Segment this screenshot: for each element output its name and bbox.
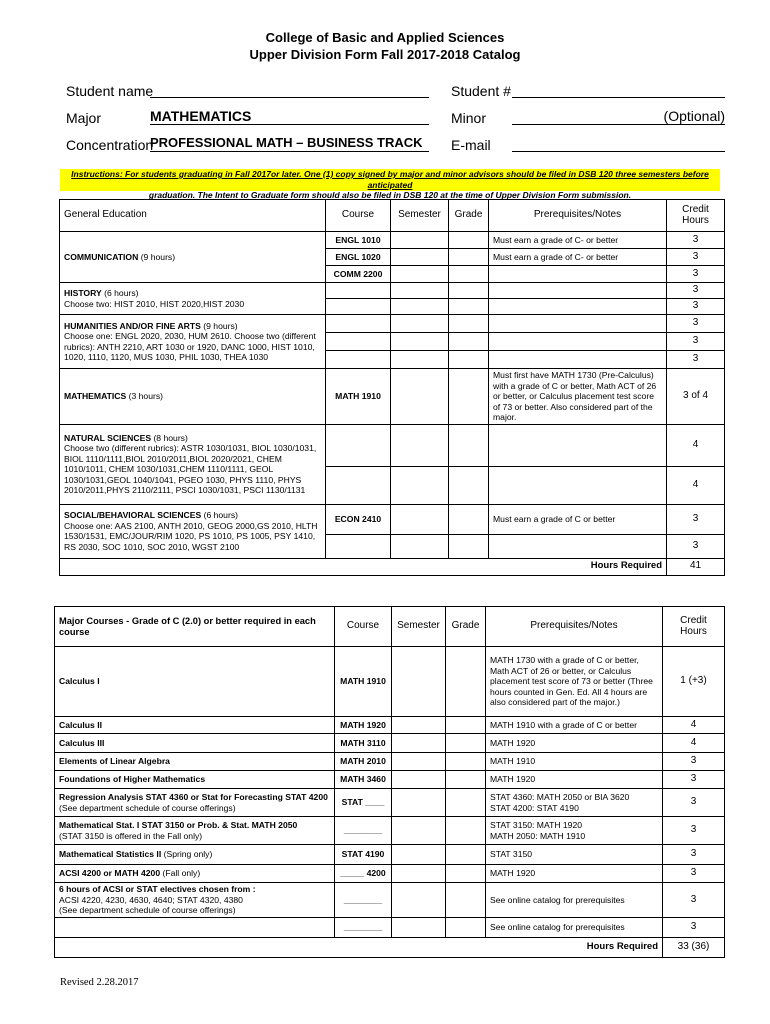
semester-cell[interactable]: [391, 466, 449, 504]
semester-cell[interactable]: [392, 917, 446, 937]
grade-cell[interactable]: [446, 865, 486, 883]
semester-header: Semester: [392, 607, 446, 647]
natural-hours: (8 hours): [151, 432, 188, 443]
major-row: [55, 771, 725, 789]
email-field[interactable]: [512, 135, 725, 152]
major-row: [55, 789, 725, 817]
course-cell: MATH 1910: [326, 369, 391, 425]
history-desc: Choose two: HIST 2010, HIST 2020,HIST 2030: [64, 298, 245, 309]
course-cell[interactable]: [326, 466, 391, 504]
hours-required-value: 41: [667, 558, 725, 575]
credit-cell: 3: [667, 266, 725, 283]
prereq-cell: Must earn a grade of C or better: [489, 504, 667, 534]
grade-cell[interactable]: [449, 266, 489, 283]
course-cell: MATH 2010: [335, 753, 392, 771]
grade-cell[interactable]: [449, 466, 489, 504]
history-cell: [60, 283, 326, 315]
history-title: HISTORY: [64, 288, 102, 298]
course-cell[interactable]: [326, 351, 391, 369]
major-row: [55, 717, 725, 734]
semester-cell[interactable]: [392, 753, 446, 771]
grade-cell[interactable]: [449, 249, 489, 266]
grade-cell[interactable]: [449, 424, 489, 466]
prereq-cell: STAT 3150: [486, 845, 663, 865]
semester-cell[interactable]: [392, 865, 446, 883]
course-name: Mathematical Statistics II: [59, 849, 162, 860]
course-name: Calculus I: [59, 676, 100, 687]
semester-cell[interactable]: [391, 504, 449, 534]
course-cell[interactable]: [326, 534, 391, 558]
course-header: Course: [326, 200, 391, 232]
communication-title: COMMUNICATION: [64, 251, 139, 262]
credit-cell: 3: [663, 753, 725, 771]
concentration-label: Concentration: [66, 137, 154, 153]
minor-field[interactable]: (Optional): [512, 108, 725, 125]
gen-ed-table: [59, 199, 725, 576]
course-name: 6 hours of ACSI or STAT electives chosen from :: [59, 884, 256, 894]
course-name-cell: [55, 845, 335, 865]
credit-cell: 3 of 4: [667, 369, 725, 425]
humanities-title: HUMANITIES AND/OR FINE ARTS: [64, 320, 201, 331]
prereq-cell: MATH 1920: [486, 771, 663, 789]
prereq-cell: MATH 1910: [486, 753, 663, 771]
prereq-cell: MATH 1910 with a grade of C or better: [486, 717, 663, 734]
grade-cell[interactable]: [446, 817, 486, 845]
credit-header: Credit Hours: [663, 607, 725, 647]
semester-cell[interactable]: [392, 845, 446, 865]
major-label: Major: [66, 110, 102, 126]
instructions-line1: Instructions: For students graduating in Fall 2017or later. One (1) copy signed by major and minor advisors should be filed in DSB 120 three semesters before anticipated: [71, 169, 709, 190]
credit-cell: 3: [663, 883, 725, 918]
credit-cell: 3: [667, 351, 725, 369]
course-cell[interactable]: [326, 299, 391, 315]
revision-date: Revised 2.28.2017: [60, 977, 139, 988]
course-cell: ________: [335, 883, 392, 918]
prereq-cell: MATH 1730 with a grade of C or better, Math ACT of 26 or better, or Calculus placement test score of 73 or better (Three hours counted in Gen. Ed. All 4 hours are also considered part of the major.): [486, 647, 663, 717]
social-sciences-cell: [60, 504, 326, 558]
grade-cell[interactable]: [449, 534, 489, 558]
major-field[interactable]: MATHEMATICS: [150, 108, 429, 125]
course-name-cell: [55, 865, 335, 883]
credit-cell: 3: [667, 315, 725, 333]
grade-cell[interactable]: [446, 883, 486, 918]
credit-cell: 3: [667, 232, 725, 249]
form-title: College of Basic and Applied Sciences: [265, 30, 505, 45]
semester-cell[interactable]: [391, 369, 449, 425]
prereq-cell: [489, 299, 667, 315]
social-desc: Choose one: AAS 2100, ANTH 2010, GEOG 2000,GS 2010, HLTH 1530/1531, EMC/JOUR/RIM 1020, PS 1010, PS 1005, PSY 1410, RS 2030, SOC 1010, SOC 2010, WGST 2100: [64, 520, 318, 552]
course-name-cell: [55, 771, 335, 789]
major-hours-required-value: 33 (36): [663, 937, 725, 957]
prereq-cell: [489, 283, 667, 299]
course-cell[interactable]: [326, 424, 391, 466]
semester-cell[interactable]: [391, 283, 449, 299]
prereq-cell: [489, 351, 667, 369]
humanities-hours: (9 hours): [200, 320, 238, 331]
course-cell: ENGL 1010: [326, 232, 391, 249]
major-row: [55, 647, 725, 717]
prereq-cell: [489, 466, 667, 504]
grade-cell[interactable]: [446, 734, 486, 753]
course-name-cell: [55, 883, 335, 918]
major-row: [55, 865, 725, 883]
student-number-label: Student #: [451, 83, 511, 99]
credit-cell: 3: [663, 817, 725, 845]
credit-cell: 3: [663, 771, 725, 789]
major-row: [55, 817, 725, 845]
course-name-cell: [55, 753, 335, 771]
credit-cell: 3: [667, 504, 725, 534]
course-cell[interactable]: [326, 333, 391, 351]
semester-cell[interactable]: [392, 817, 446, 845]
course-cell: ________: [335, 917, 392, 937]
credit-cell: 4: [667, 466, 725, 504]
social-title: SOCIAL/BEHAVIORAL SCIENCES: [64, 510, 202, 520]
major-row: [55, 883, 725, 918]
course-cell: STAT ____: [335, 789, 392, 817]
semester-cell[interactable]: [391, 299, 449, 315]
prereq-cell: [489, 266, 667, 283]
course-note: (Spring only): [161, 849, 213, 860]
prereq-cell: [489, 534, 667, 558]
instructions-line2: graduation. The Intent to Graduate form should also be filed in DSB 120 at the time of Upper Division Form submission.: [148, 190, 632, 200]
semester-cell[interactable]: [392, 647, 446, 717]
major-header: Major Courses - Grade of C (2.0) or better required in each course: [55, 607, 335, 647]
grade-cell[interactable]: [446, 789, 486, 817]
course-cell: ________: [335, 817, 392, 845]
semester-cell[interactable]: [391, 315, 449, 333]
form-subtitle: Upper Division Form Fall 2017-2018 Catalog: [249, 47, 521, 62]
grade-cell[interactable]: [446, 647, 486, 717]
grade-cell[interactable]: [446, 717, 486, 734]
prereq-cell: STAT 3150: MATH 1920 MATH 2050: MATH 1910: [486, 817, 663, 845]
prereq-cell: [489, 315, 667, 333]
grade-cell[interactable]: [449, 351, 489, 369]
student-number-field[interactable]: [512, 81, 725, 98]
semester-cell[interactable]: [391, 249, 449, 266]
prereq-cell: See online catalog for prerequisites: [486, 917, 663, 937]
major-hours-required-label: Hours Required: [55, 937, 663, 957]
course-cell: _____ 4200: [335, 865, 392, 883]
course-name-cell: [55, 647, 335, 717]
course-name: Elements of Linear Algebra: [59, 756, 170, 767]
grade-cell[interactable]: [449, 283, 489, 299]
course-name: Mathematical Stat. I STAT 3150 or Prob. & Stat. MATH 2050: [59, 820, 298, 830]
grade-cell[interactable]: [446, 845, 486, 865]
course-cell: MATH 1920: [335, 717, 392, 734]
credit-cell: 3: [663, 789, 725, 817]
semester-cell[interactable]: [391, 266, 449, 283]
history-hours: (6 hours): [101, 288, 139, 298]
concentration-field[interactable]: PROFESSIONAL MATH – BUSINESS TRACK: [150, 135, 429, 152]
credit-header: Credit Hours: [667, 200, 725, 232]
semester-cell[interactable]: [391, 333, 449, 351]
course-cell: MATH 3110: [335, 734, 392, 753]
semester-cell[interactable]: [392, 771, 446, 789]
semester-cell[interactable]: [391, 424, 449, 466]
course-name: Foundations of Higher Mathematics: [59, 774, 206, 785]
course-name: Calculus II: [59, 719, 102, 730]
mathematics-hours: (3 hours): [126, 391, 163, 401]
course-header: Course: [335, 607, 392, 647]
credit-cell: 3: [663, 845, 725, 865]
credit-cell: 3: [667, 299, 725, 315]
major-courses-table: [54, 606, 725, 958]
grade-cell[interactable]: [449, 315, 489, 333]
credit-cell: 4: [667, 424, 725, 466]
humanities-desc: Choose one: ENGL 2020, 2030, HUM 2610. Choose two (different rubrics): ANTH 2210, ART 1030 or 1920, DANC 1000, HIST 1010, 1020, 1110, 1120, MUS 1030, PHIL 1030, THEA 1030: [64, 331, 316, 362]
minor-label: Minor: [451, 110, 487, 126]
course-note: (See department schedule of course offerings): [59, 802, 236, 813]
email-label: E-mail: [451, 137, 491, 153]
mathematics-cell: [60, 369, 326, 425]
grade-cell[interactable]: [449, 299, 489, 315]
prereq-cell: STAT 4360: MATH 2050 or BIA 3620 STAT 4200: STAT 4190: [486, 789, 663, 817]
course-name-cell: [55, 734, 335, 753]
credit-cell: 3: [667, 534, 725, 558]
course-note: (Fall only): [160, 868, 201, 879]
major-row: [55, 917, 725, 937]
student-name-field[interactable]: [150, 81, 429, 98]
prereq-cell: Must earn a grade of C- or better: [489, 249, 667, 266]
prereq-cell: Must first have MATH 1730 (Pre-Calculus) with a grade of C or better, Math ACT of 26 or better, or Calculus placement test score of 73 or better. Also considered part of the major.: [489, 369, 667, 425]
prereq-cell: [489, 424, 667, 466]
course-cell: MATH 3460: [335, 771, 392, 789]
credit-cell: 3: [663, 865, 725, 883]
instructions-banner: [60, 169, 720, 200]
grade-cell[interactable]: [449, 504, 489, 534]
credit-cell: 3: [667, 283, 725, 299]
hours-required-label: Hours Required: [60, 558, 667, 575]
credit-cell: 3: [663, 917, 725, 937]
gen-ed-header: General Education: [60, 200, 326, 232]
credit-cell: 3: [667, 249, 725, 266]
grade-header: Grade: [446, 607, 486, 647]
grade-cell[interactable]: [446, 753, 486, 771]
course-name-cell: [55, 917, 335, 937]
credit-cell: 4: [663, 734, 725, 753]
prereq-cell: [489, 333, 667, 351]
course-note: ACSI 4220, 4230, 4630, 4640; STAT 4320, 4380 (See department schedule of course offerings): [59, 894, 243, 915]
natural-title: NATURAL SCIENCES: [64, 432, 152, 443]
course-name-cell: [55, 817, 335, 845]
semester-cell[interactable]: [392, 717, 446, 734]
course-cell: STAT 4190: [335, 845, 392, 865]
semester-cell[interactable]: [392, 734, 446, 753]
prereq-cell: See online catalog for prerequisites: [486, 883, 663, 918]
course-cell: MATH 1910: [335, 647, 392, 717]
prereq-header: Prerequisites/Notes: [486, 607, 663, 647]
grade-cell[interactable]: [446, 771, 486, 789]
course-cell: COMM 2200: [326, 266, 391, 283]
semester-cell[interactable]: [392, 789, 446, 817]
grade-cell[interactable]: [449, 369, 489, 425]
course-cell[interactable]: [326, 283, 391, 299]
grade-cell[interactable]: [449, 232, 489, 249]
prereq-cell: MATH 1920: [486, 734, 663, 753]
prereq-cell: MATH 1920: [486, 865, 663, 883]
grade-cell[interactable]: [449, 333, 489, 351]
course-name: Regression Analysis STAT 4360 or Stat for Forecasting STAT 4200: [59, 792, 328, 802]
major-row: [55, 753, 725, 771]
social-hours: (6 hours): [201, 510, 238, 520]
mathematics-title: MATHEMATICS: [64, 391, 127, 401]
grade-cell[interactable]: [446, 917, 486, 937]
semester-cell[interactable]: [391, 232, 449, 249]
natural-desc: Choose two (different rubrics): ASTR 1030/1031, BIOL 1030/1031, BIOL 1110/1111,BIOL 2010/2011,BIOL 2020/2021, CHEM 1010/1011, CHEM 1030/1031,CHEM 1110/1111, GEOL 1030/1031,GEOL 1040/1041, PGEO 1030, PHYS 1110, PHYS 2010/2011,PHYS 2110/2111, PSCI 1030/1031, PSCI 1130/1131: [64, 443, 317, 495]
course-cell: ENGL 1020: [326, 249, 391, 266]
course-cell: ECON 2410: [326, 504, 391, 534]
communication-cell: [60, 232, 326, 283]
course-name-cell: [55, 717, 335, 734]
semester-cell[interactable]: [391, 351, 449, 369]
credit-cell: 1 (+3): [663, 647, 725, 717]
semester-cell[interactable]: [392, 883, 446, 918]
credit-cell: 3: [667, 333, 725, 351]
course-note: (STAT 3150 is offered in the Fall only): [59, 830, 203, 841]
major-row: [55, 734, 725, 753]
course-cell[interactable]: [326, 315, 391, 333]
humanities-cell: [60, 315, 326, 369]
grade-header: Grade: [449, 200, 489, 232]
natural-sciences-cell: [60, 424, 326, 504]
communication-hours: (9 hours): [138, 251, 176, 262]
prereq-cell: Must earn a grade of C- or better: [489, 232, 667, 249]
semester-header: Semester: [391, 200, 449, 232]
course-name: Calculus III: [59, 737, 105, 748]
prereq-header: Prerequisites/Notes: [489, 200, 667, 232]
student-name-label: Student name: [66, 83, 154, 99]
course-name-cell: [55, 789, 335, 817]
semester-cell[interactable]: [391, 534, 449, 558]
credit-cell: 4: [663, 717, 725, 734]
course-name: ACSI 4200 or MATH 4200: [59, 868, 161, 879]
major-row: [55, 845, 725, 865]
